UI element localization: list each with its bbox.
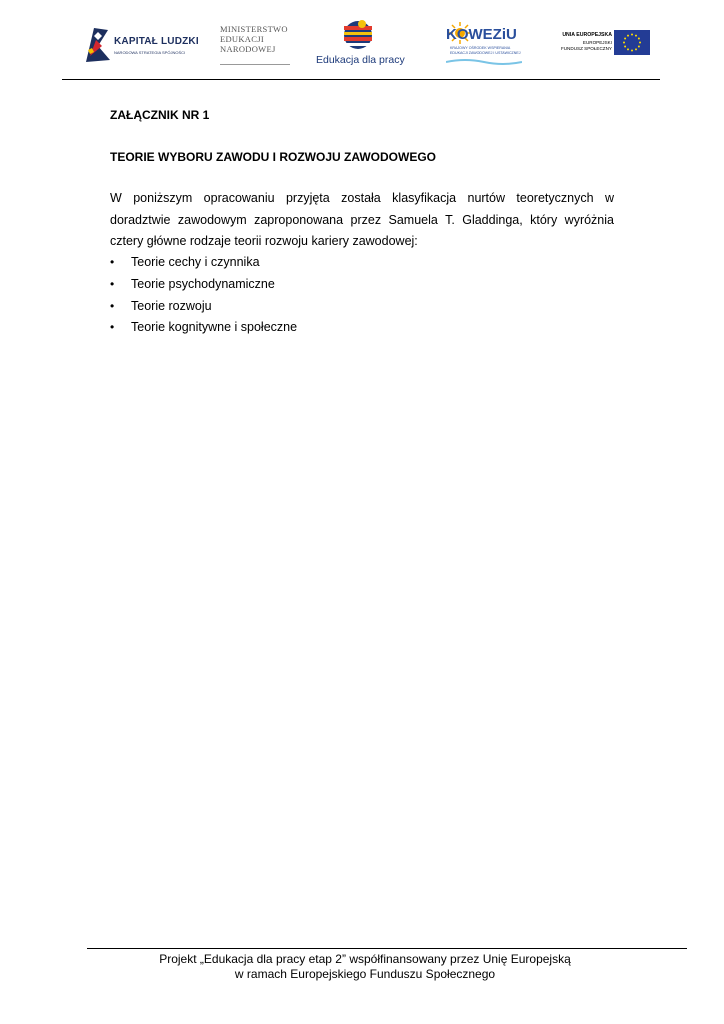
bullet-icon: •: [110, 276, 115, 291]
bullet-icon: •: [110, 298, 115, 313]
star-shard-logo-icon: [84, 26, 112, 64]
footer-line-2: w ramach Europejskiego Funduszu Społecznego: [234, 967, 496, 981]
bullet-icon: •: [110, 255, 115, 269]
theory-list: [110, 252, 614, 339]
koweziu-subtitle-line-2: EDUKACJI ZAWODOWEJ I USTAWICZNEJ: [450, 51, 521, 55]
koweziu-subtitle-line-1: KRAJOWY OŚRODEK WSPIERANIA: [450, 46, 511, 50]
eu-flag-icon: [614, 30, 650, 55]
ministerstwo-line-3: NARODOWEJ: [220, 44, 276, 54]
intro-paragraph: W poniższym opracowaniu przyjęta została klasyfikacja nurtów teoretycznych w doradztwie zawodowym zaproponowana przez Samuela T. Gladdinga, który wyróżnia cztery główne rodzaje teorii rozwoju kariery zawodowej:: [110, 191, 614, 248]
eu-line-2: EUROPEJSKI: [582, 40, 612, 45]
edukacja-dla-pracy-logo: [312, 16, 412, 72]
annex-title: ZAŁĄCZNIK NR 1: [110, 108, 210, 122]
list-item: [110, 252, 614, 274]
ministerstwo-logo: [220, 24, 300, 68]
list-item: [110, 296, 614, 318]
kapital-ludzki-title: KAPITAŁ LUDZKI: [114, 36, 199, 47]
list-item-text: Teorie psychodynamiczne: [131, 276, 275, 291]
kapital-ludzki-subtitle: NARODOWA STRATEGIA SPÓJNOŚCI: [114, 50, 186, 55]
unia-europejska-logo: [558, 30, 650, 60]
kapital-ludzki-logo: [84, 26, 199, 66]
striped-sphere-logo-icon: [342, 18, 374, 52]
list-item-text: Teorie cechy i czynnika: [131, 255, 260, 269]
ministerstwo-line-1: MINISTERSTWO: [220, 24, 288, 34]
edukacja-dla-pracy-title: Edukacja dla pracy: [316, 54, 405, 66]
header-divider: [62, 79, 660, 80]
ministerstwo-rule: [220, 64, 290, 65]
ministerstwo-line-2: EDUKACJI: [220, 34, 264, 44]
section-title: TEORIE WYBORU ZAWODU I ROZWOJU ZAWODOWEGO: [110, 150, 436, 164]
koweziu-logo: [440, 22, 530, 70]
footer-line-1: Projekt „Edukacja dla pracy etap 2” współfinansowany przez Unię Europejską: [159, 952, 571, 966]
eu-line-3: FUNDUSZ SPOŁECZNY: [560, 46, 612, 51]
list-item: [110, 274, 614, 296]
eu-line-1: UNIA EUROPEJSKA: [562, 32, 612, 38]
list-item-text: Teorie rozwoju: [131, 298, 212, 313]
list-item: [110, 317, 614, 339]
footer-divider: [87, 948, 687, 949]
page-header: [62, 14, 660, 78]
koweziu-title: KOWEZiU: [446, 26, 517, 43]
list-item-text: Teorie kognitywne i społeczne: [131, 320, 298, 335]
wave-icon: [446, 58, 522, 66]
bullet-icon: •: [110, 320, 115, 335]
